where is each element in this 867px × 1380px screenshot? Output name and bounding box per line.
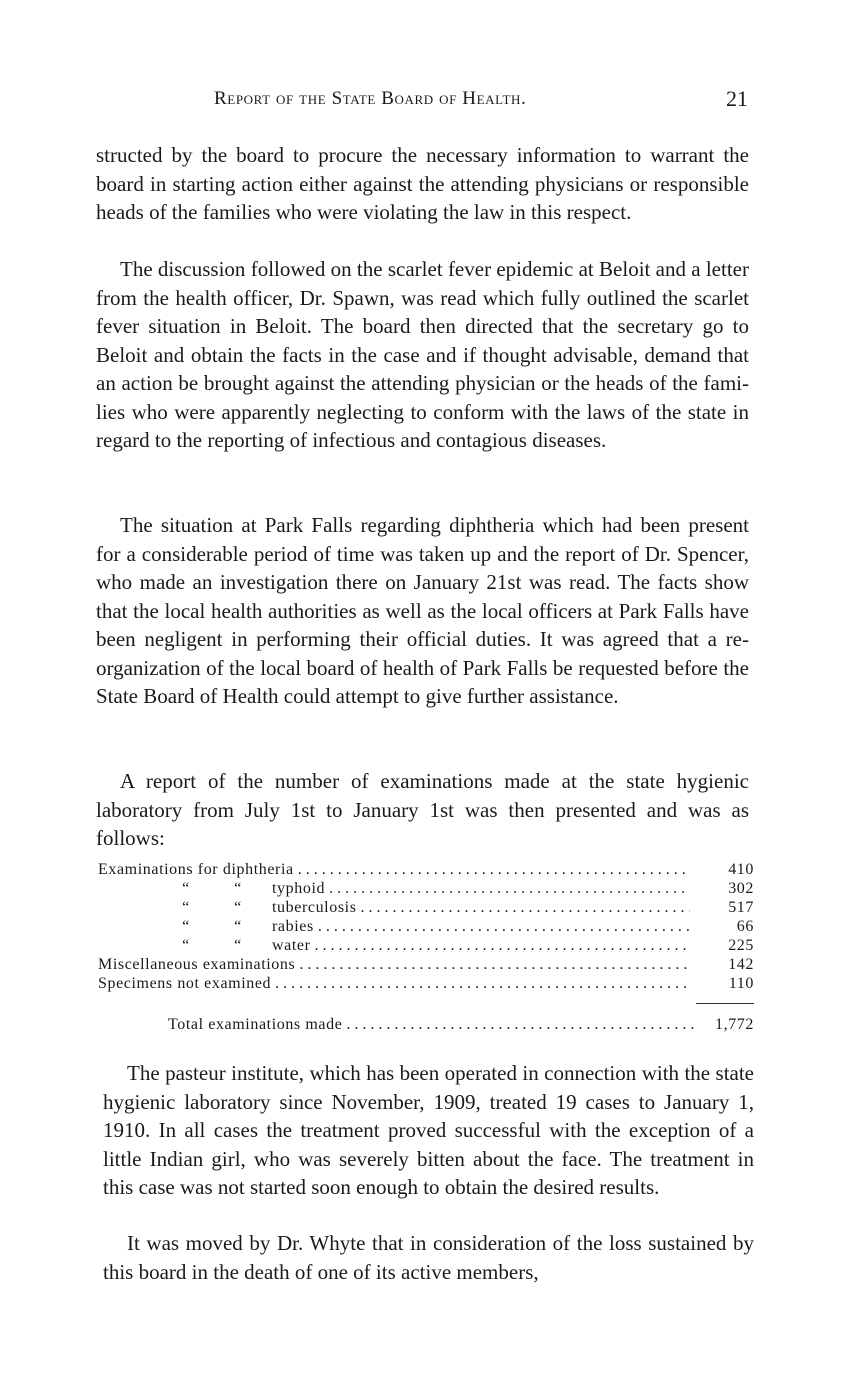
ditto-mark: “ [234,937,242,954]
running-title: Report of the State Board of Health. [214,88,527,109]
ditto-mark: “ [234,880,242,897]
row-label: Miscellaneous examinations . . . [98,955,690,974]
row-label: water [272,937,311,954]
running-head [96,88,752,116]
paragraph-motion: It was moved by Dr. Whyte that in consideration of the loss sustained by this board in the death of one of its active members, [103,1231,754,1284]
table-row [98,898,754,917]
table-row [98,860,754,879]
row-label: Specimens not examined . . . [98,974,690,993]
table-row [98,974,754,993]
ditto-mark: “ [182,899,190,916]
table-row [98,936,754,955]
total-value: 1,772 [715,1016,754,1033]
row-value: 142 [728,956,754,973]
ditto-mark: “ [234,899,242,916]
row-value: 302 [728,880,754,897]
ditto-mark: “ [234,918,242,935]
ditto-mark: “ [182,918,190,935]
paragraph-park-falls: The situation at Park Falls regarding diphtheria which had been present for a considerable period of time was taken up and the report of Dr. Spencer, who made an investigation there on January 21st was read. The facts show that the local health authorities as well as the local officers at Park Falls have been negligent in performing their official duties. It was agreed that a reorganization of the local board of health of Park Falls be requested before the State Board of Health could attempt to give further assistance. [96,513,749,708]
table-row [98,917,754,936]
total-label: Total examinations made . . . [168,1015,694,1035]
row-value: 66 [736,918,754,935]
paragraph-beloit: The discussion followed on the scarlet fever epidemic at Beloit and a letter from the health officer, Dr. Spawn, was read which fully outlined the scarlet fever situation in Beloit. The board then directed that the secretary go to Beloit and obtain the facts in the case and if thought advisable, demand that an action be brought against the attending physician or the heads of the families who were apparently neglecting to conform with the laws of the state in regard to the reporting of infectious and contagious diseases. [96,257,749,452]
ditto-mark: “ [182,880,190,897]
paragraph-pasteur-institute: The pasteur institute, which has been operated in connection with the state hygienic laboratory since November, 1909, treated 19 cases to January 1, 1910. In all cases the treatment proved successful with the exception of a little Indian girl, who was severely bitten about the face. The treatment in this case was not started soon enough to obtain the desired results. [103,1061,754,1199]
row-value: 517 [728,899,754,916]
row-label: diphtheria [222,861,294,878]
table-row [98,879,754,898]
row-value: 110 [728,975,754,992]
row-label: typhoid [272,880,326,897]
paragraph-continuation: structed by the board to procure the necessary information to warrant the board in starting action either against the attending physicians or responsible heads of the families who were violating the law in this respect. [96,143,749,224]
row-value: 225 [728,937,754,954]
table-row [98,955,754,974]
paragraph-examinations-intro: A report of the number of examinations made at the state hygienic laboratory from July 1st to January 1st was then presented and was as follows: [96,769,749,850]
row-value: 410 [728,861,754,878]
row-label: rabies [272,918,314,935]
row-label: tuberculosis [272,899,357,916]
total-row [168,1015,754,1035]
examinations-table [98,860,754,993]
sum-rule [696,1003,754,1004]
row-prefix: Examinations for [98,861,219,878]
page-number: 21 [726,86,748,111]
ditto-mark: “ [182,937,190,954]
